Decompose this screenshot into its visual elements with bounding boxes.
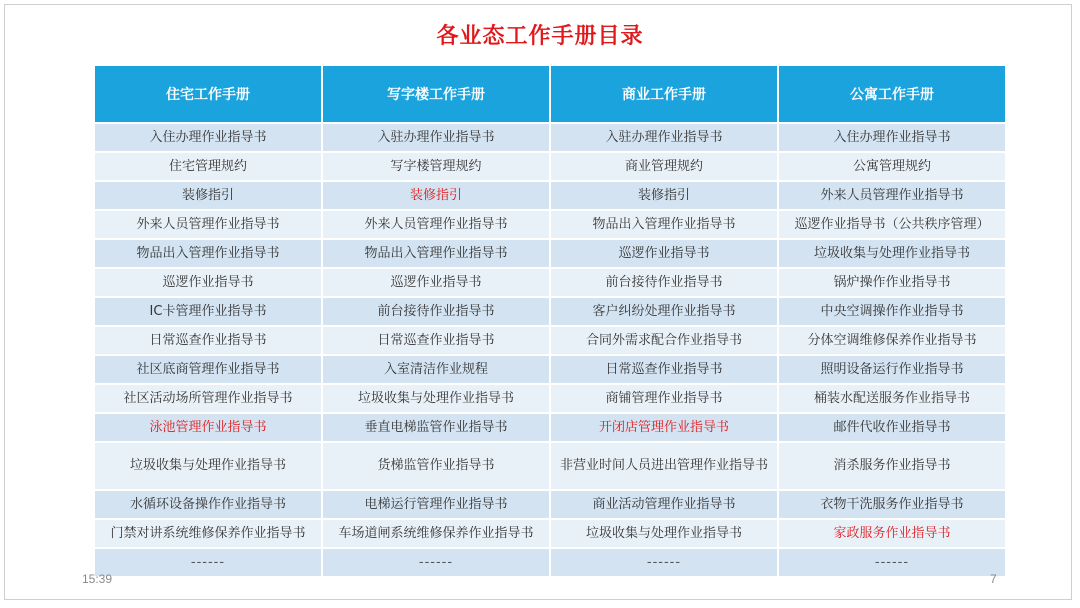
table-row xyxy=(95,124,1005,151)
table-cell: 巡逻作业指导书 xyxy=(95,269,321,296)
table-cell: 入室清洁作业规程 xyxy=(323,356,549,383)
table-row xyxy=(95,240,1005,267)
table-cell: 外来人员管理作业指导书 xyxy=(323,211,549,238)
table-row xyxy=(95,327,1005,354)
table-cell: 分体空调维修保养作业指导书 xyxy=(779,327,1005,354)
table-cell: 入驻办理作业指导书 xyxy=(551,124,777,151)
table-cell: 日常巡查作业指导书 xyxy=(323,327,549,354)
table-row xyxy=(95,211,1005,238)
column-header-commercial: 商业工作手册 xyxy=(551,66,777,122)
table-cell: 前台接待作业指导书 xyxy=(551,269,777,296)
table-row xyxy=(95,153,1005,180)
table-cell-placeholder: ------ xyxy=(551,549,777,576)
table-row xyxy=(95,356,1005,383)
table-cell: 巡逻作业指导书 xyxy=(551,240,777,267)
table-row xyxy=(95,269,1005,296)
table-header-row xyxy=(95,66,1005,122)
table-cell: 社区活动场所管理作业指导书 xyxy=(95,385,321,412)
table-cell: 垃圾收集与处理作业指导书 xyxy=(323,385,549,412)
table-cell: 入驻办理作业指导书 xyxy=(323,124,549,151)
table-cell: 商业管理规约 xyxy=(551,153,777,180)
table-cell: 商铺管理作业指导书 xyxy=(551,385,777,412)
table-cell: 消杀服务作业指导书 xyxy=(779,443,1005,489)
table-cell: 住宅管理规约 xyxy=(95,153,321,180)
table-cell: 垃圾收集与处理作业指导书 xyxy=(551,520,777,547)
table-cell: 写字楼管理规约 xyxy=(323,153,549,180)
footer-time: 15:39 xyxy=(82,572,113,586)
table-cell: 桶装水配送服务作业指导书 xyxy=(779,385,1005,412)
table-row xyxy=(95,385,1005,412)
table-row xyxy=(95,414,1005,441)
table-row xyxy=(95,182,1005,209)
table-cell-highlighted: 泳池管理作业指导书 xyxy=(95,414,321,441)
table-cell: 车场道闸系统维修保养作业指导书 xyxy=(323,520,549,547)
column-header-office: 写字楼工作手册 xyxy=(323,66,549,122)
table-cell: 日常巡查作业指导书 xyxy=(551,356,777,383)
table-row xyxy=(95,443,1005,489)
table-row xyxy=(95,549,1005,576)
table-cell-highlighted: 开闭店管理作业指导书 xyxy=(551,414,777,441)
table-cell: 垂直电梯监管作业指导书 xyxy=(323,414,549,441)
table-cell: 入住办理作业指导书 xyxy=(95,124,321,151)
table-cell: 前台接待作业指导书 xyxy=(323,298,549,325)
table-cell: 装修指引 xyxy=(551,182,777,209)
table-cell: 巡逻作业指导书（公共秩序管理） xyxy=(779,211,1005,238)
table-cell-highlighted: 装修指引 xyxy=(323,182,549,209)
table-cell: 物品出入管理作业指导书 xyxy=(551,211,777,238)
table-cell: 商业活动管理作业指导书 xyxy=(551,491,777,518)
table-cell: 锅炉操作作业指导书 xyxy=(779,269,1005,296)
table-cell: 入住办理作业指导书 xyxy=(779,124,1005,151)
table-cell: 物品出入管理作业指导书 xyxy=(95,240,321,267)
table-cell: 非营业时间人员进出管理作业指导书 xyxy=(551,443,777,489)
table-cell: 外来人员管理作业指导书 xyxy=(95,211,321,238)
table-cell-placeholder: ------ xyxy=(95,549,321,576)
table-cell: 日常巡查作业指导书 xyxy=(95,327,321,354)
table-cell-placeholder: ------ xyxy=(323,549,549,576)
table-cell: 物品出入管理作业指导书 xyxy=(323,240,549,267)
table-cell-placeholder: ------ xyxy=(779,549,1005,576)
table-cell: 衣物干洗服务作业指导书 xyxy=(779,491,1005,518)
page-title: 各业态工作手册目录 xyxy=(436,24,644,49)
table-cell: 合同外需求配合作业指导书 xyxy=(551,327,777,354)
table-cell: 外来人员管理作业指导书 xyxy=(779,182,1005,209)
table-cell: 门禁对讲系统维修保养作业指导书 xyxy=(95,520,321,547)
manual-catalog-table xyxy=(93,64,1007,578)
table-row xyxy=(95,520,1005,547)
table-cell: 货梯监管作业指导书 xyxy=(323,443,549,489)
table-cell: 照明设备运行作业指导书 xyxy=(779,356,1005,383)
table-cell: 电梯运行管理作业指导书 xyxy=(323,491,549,518)
table-cell: 公寓管理规约 xyxy=(779,153,1005,180)
table-row xyxy=(95,298,1005,325)
table-cell-highlighted: 家政服务作业指导书 xyxy=(779,520,1005,547)
table-cell: IC卡管理作业指导书 xyxy=(95,298,321,325)
table-cell: 客户纠纷处理作业指导书 xyxy=(551,298,777,325)
table-cell: 水循环设备操作作业指导书 xyxy=(95,491,321,518)
page-number: 7 xyxy=(990,572,997,586)
table-cell: 社区底商管理作业指导书 xyxy=(95,356,321,383)
table-cell: 装修指引 xyxy=(95,182,321,209)
table-cell: 巡逻作业指导书 xyxy=(323,269,549,296)
table-row xyxy=(95,491,1005,518)
table-cell: 邮件代收作业指导书 xyxy=(779,414,1005,441)
column-header-residential: 住宅工作手册 xyxy=(95,66,321,122)
column-header-apartment: 公寓工作手册 xyxy=(779,66,1005,122)
table-cell: 垃圾收集与处理作业指导书 xyxy=(95,443,321,489)
table-cell: 垃圾收集与处理作业指导书 xyxy=(779,240,1005,267)
table-cell: 中央空调操作作业指导书 xyxy=(779,298,1005,325)
